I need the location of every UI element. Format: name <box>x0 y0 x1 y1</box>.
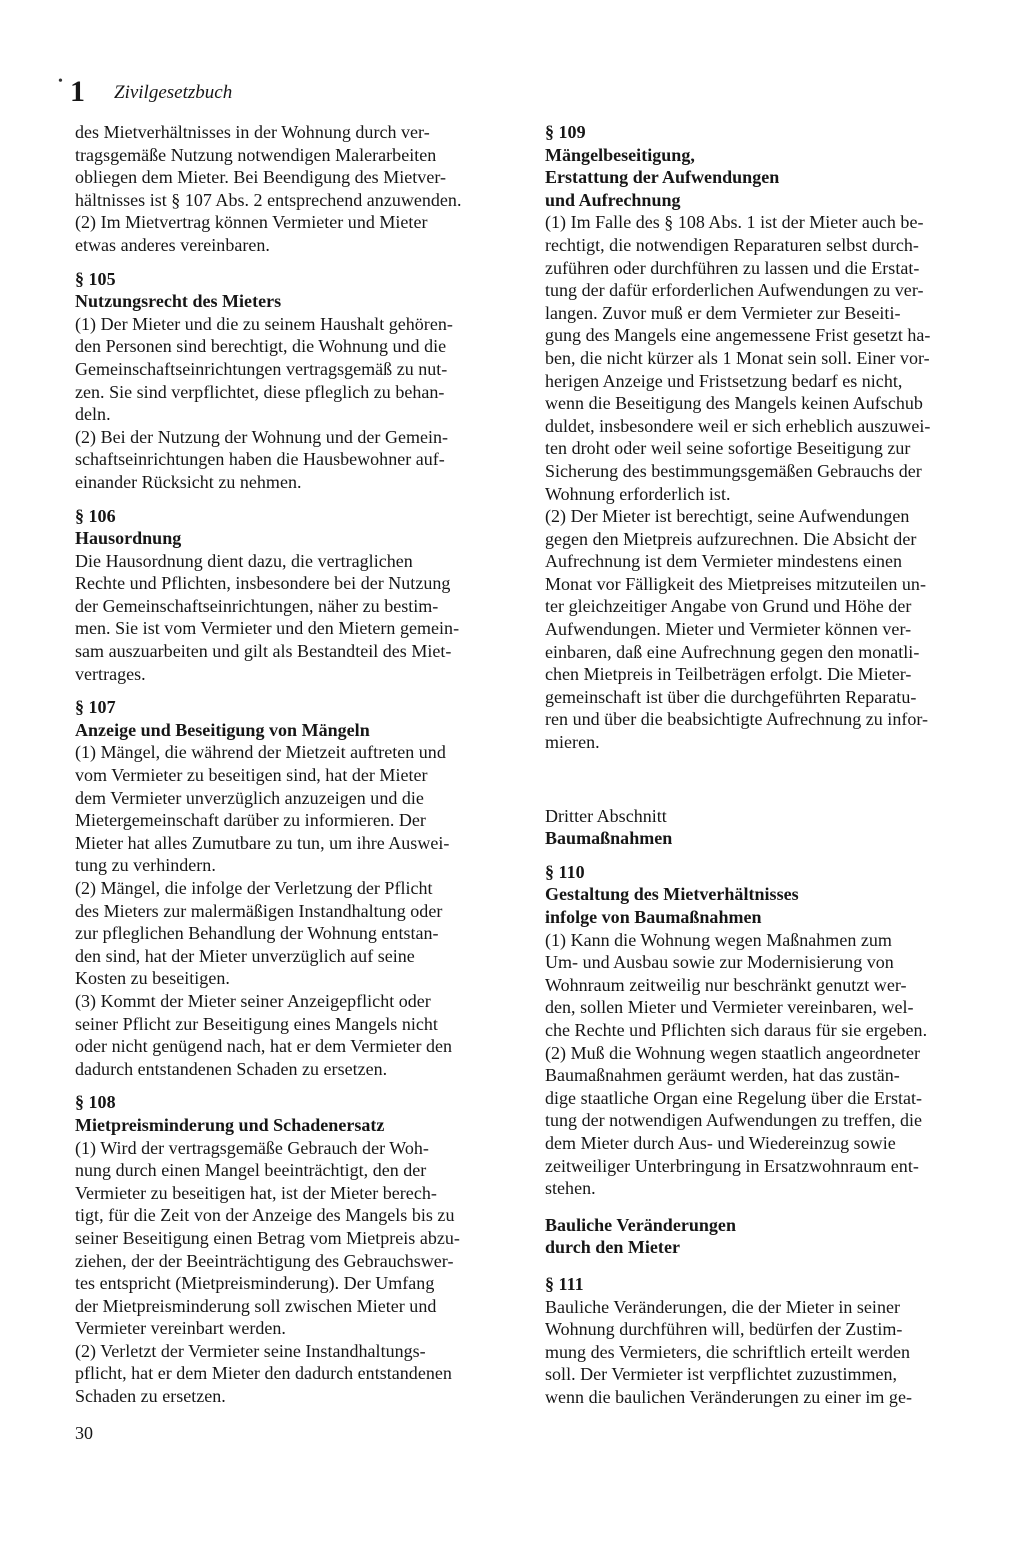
text-line: Aufwendungen. Mieter und Vermieter können ver- <box>545 619 912 640</box>
text-line: obliegen dem Mieter. Bei Beendigung des Mietver- <box>75 167 447 188</box>
text-line: der Mietpreisminderung soll zwischen Mieter und <box>75 1295 437 1316</box>
section-109 <box>545 121 985 754</box>
page-number: 30 <box>75 1423 93 1443</box>
text-line: Um- und Ausbau sowie zur Modernisierung von <box>545 952 894 973</box>
text-line: zen. Sie sind verpflichtet, diese pfleglich zu behan- <box>75 381 445 402</box>
text-line: hältnisses ist § 107 Abs. 2 entsprechend anzuwenden. <box>75 189 462 210</box>
subheading-line: Bauliche Veränderungen <box>545 1214 736 1235</box>
text-line: tung der notwendigen Aufwendungen zu treffen, die <box>545 1110 923 1131</box>
right-column <box>545 121 985 1408</box>
section-title: Erstattung der Aufwendungen <box>545 167 780 188</box>
text-line: zur pfleglichen Behandlung der Wohnung entstan- <box>75 923 439 944</box>
section-number: § 105 <box>75 268 116 289</box>
text-line: (1) Wird der vertragsgemäße Gebrauch der Woh- <box>75 1137 429 1158</box>
section-title: infolge von Baumaßnahmen <box>545 907 762 927</box>
section-number: § 109 <box>545 122 586 142</box>
part-title: Baumaßnahmen <box>545 828 673 849</box>
text-line: Vermieter vereinbart werden. <box>75 1318 286 1339</box>
text-line: einbaren, daß eine Aufrechnung gegen den monatli- <box>545 641 920 662</box>
text-line: (1) Mängel, die während der Mietzeit auftreten und <box>75 742 446 763</box>
text-line: Aufrechnung ist dem Vermieter mindestens einen <box>545 551 902 572</box>
text-line: dem Vermieter unverzüglich anzuzeigen und die <box>75 787 424 808</box>
text-line: deln. <box>75 404 111 425</box>
text-line: Kosten zu beseitigen. <box>75 968 230 989</box>
text-line: Vermieter zu beseitigen hat, ist der Mieter berech- <box>75 1182 437 1203</box>
text-line: Wohnung erforderlich ist. <box>545 483 731 504</box>
text-line: (2) Verletzt der Vermieter seine Instandhaltungs- <box>75 1340 426 1361</box>
text-line: wenn die Beseitigung des Mangels keinen Aufschub <box>545 393 923 414</box>
text-line: wenn die baulichen Veränderungen zu einer im ge- <box>545 1386 912 1407</box>
text-line: zeitweiliger Unterbringung in Ersatzwohnraum ent- <box>545 1155 919 1176</box>
section-106 <box>75 505 515 686</box>
text-line: mung des Vermieters, die schriftlich erteilt werden <box>545 1341 911 1362</box>
section-105 <box>75 268 515 494</box>
text-line: Gemeinschaftseinrichtungen vertragsgemäß zu nut- <box>75 358 448 379</box>
text-line: des Mietverhältnisses in der Wohnung durch ver- <box>75 122 430 142</box>
subheading <box>545 1214 985 1259</box>
text-line: (1) Kann die Wohnung wegen Maßnahmen zum <box>545 929 892 950</box>
text-line: gegen den Mietpreis aufzurechnen. Die Absicht der <box>545 528 917 549</box>
running-header <box>58 74 458 110</box>
text-line: Wohnung durchführen will, bedürfen der Zustim- <box>545 1319 903 1340</box>
chapter-title: Zivilgesetzbuch <box>114 82 233 103</box>
text-line: soll. Der Vermieter ist verpflichtet zuzustimmen, <box>545 1364 898 1385</box>
text-line: oder nicht genügend nach, hat er dem Vermieter den <box>75 1036 453 1057</box>
section-111 <box>545 1273 985 1409</box>
text-line: tung zu verhindern. <box>75 855 216 876</box>
text-line: (2) Im Mietvertrag können Vermieter und Mieter <box>75 212 428 233</box>
text-line: ter gleichzeitiger Angabe von Grund und Höhe der <box>545 596 912 617</box>
text-line: Monat vor Fälligkeit des Mietpreises mitzuteilen un- <box>545 573 926 594</box>
text-line: (3) Kommt der Mieter seiner Anzeigepflicht oder <box>75 990 431 1011</box>
section-title: Mängelbeseitigung, <box>545 144 695 165</box>
header-dot: • <box>58 74 63 89</box>
text-line: seiner Pflicht zur Beseitigung eines Mangels nicht <box>75 1013 438 1034</box>
text-line: etwas anderes vereinbaren. <box>75 234 270 255</box>
text-line: Rechte und Pflichten, insbesondere bei der Nutzung <box>75 573 451 594</box>
left-column <box>75 121 515 1408</box>
text-line: Mieter hat alles Zumutbare zu tun, um ihre Auswei- <box>75 832 450 853</box>
text-line: vertrages. <box>75 663 146 684</box>
continued-text <box>75 121 515 257</box>
text-line: nung durch einen Mangel beeinträchtigt, den der <box>75 1160 427 1181</box>
text-line: mieren. <box>545 732 600 753</box>
section-number: § 106 <box>75 505 116 526</box>
text-line: gemeinschaft ist über die durchgeführten Reparatu- <box>545 686 917 707</box>
part-heading <box>545 805 985 850</box>
text-line: sam auszuarbeiten und gilt als Bestandteil des Miet- <box>75 641 452 662</box>
text-line: Baumaßnahmen geräumt werden, hat das zustän- <box>545 1065 900 1086</box>
text-line: pflicht, hat er dem Mieter den dadurch entstandenen <box>75 1363 452 1384</box>
text-line: Sicherung des bestimmungsgemäßen Gebrauchs der <box>545 460 922 481</box>
section-107 <box>75 696 515 1080</box>
text-line: che Rechte und Pflichten sich daraus für sie ergeben. <box>545 1019 928 1040</box>
text-line: tung der dafür erforderlichen Aufwendungen zu ver- <box>545 280 924 301</box>
text-line: langen. Zuvor muß er dem Vermieter zur Beseiti- <box>545 302 901 323</box>
part-label: Dritter Abschnitt <box>545 805 667 826</box>
text-line: (1) Der Mieter und die zu seinem Haushalt gehören- <box>75 313 453 334</box>
text-line: den, sollen Mieter und Vermieter vereinbaren, wel- <box>545 997 914 1018</box>
text-line: tes entspricht (Mietpreisminderung). Der Umfang <box>75 1273 435 1294</box>
section-title: Mietpreisminderung und Schadenersatz <box>75 1114 385 1135</box>
section-number: § 111 <box>545 1273 584 1294</box>
section-number: § 110 <box>545 861 585 882</box>
chapter-number: 1 <box>70 75 85 108</box>
text-line: Schaden zu ersetzen. <box>75 1386 226 1407</box>
text-line: ziehen, der der Beeinträchtigung des Gebrauchswer- <box>75 1250 454 1271</box>
section-title: Hausordnung <box>75 528 182 549</box>
section-110 <box>545 861 985 1200</box>
text-line: men. Sie ist vom Vermieter und den Mietern gemein- <box>75 618 460 639</box>
text-line: tigt, für die Zeit von der Anzeige des Mangels bis zu <box>75 1205 455 1226</box>
section-title: Gestaltung des Mietverhältnisses <box>545 884 799 905</box>
text-line: dadurch entstandenen Schaden zu ersetzen. <box>75 1058 388 1079</box>
text-line: (2) Mängel, die infolge der Verletzung der Pflicht <box>75 878 433 898</box>
text-line: (2) Muß die Wohnung wegen staatlich angeordneter <box>545 1042 921 1063</box>
text-line: vom Vermieter zu beseitigen sind, hat der Mieter <box>75 765 428 786</box>
text-line: (2) Der Mieter ist berechtigt, seine Aufwendungen <box>545 506 910 527</box>
text-line: dige staatliche Organ eine Regelung über die Erstat- <box>545 1087 923 1108</box>
text-line: ten droht oder weil seine sofortige Beseitigung zur <box>545 438 911 459</box>
section-title: Anzeige und Beseitigung von Mängeln <box>75 719 370 740</box>
text-line: (1) Im Falle des § 108 Abs. 1 ist der Mieter auch be- <box>545 212 924 233</box>
text-line: einander Rücksicht zu nehmen. <box>75 471 302 492</box>
text-line: dem Mieter durch Aus- und Wiedereinzug sowie <box>545 1132 896 1153</box>
text-line: gung des Mangels eine angemessene Frist gesetzt ha- <box>545 325 931 346</box>
subheading-line: durch den Mieter <box>545 1237 680 1258</box>
text-line: (2) Bei der Nutzung der Wohnung und der Gemein- <box>75 426 449 447</box>
text-line: duldet, insbesondere weil er sich erheblich auszuwei- <box>545 415 931 436</box>
text-line: ben, die nicht kürzer als 1 Monat sein soll. Einer vor- <box>545 347 930 368</box>
spacer <box>545 754 985 794</box>
text-line: Mietergemeinschaft darüber zu informieren. Der <box>75 810 426 831</box>
text-line: herigen Anzeige und Fristsetzung bedarf es nicht, <box>545 370 903 391</box>
text-line: rechtigt, die notwendigen Reparaturen selbst durch- <box>545 234 919 255</box>
text-line: seiner Beseitigung einen Betrag vom Mietpreis abzu- <box>75 1227 460 1248</box>
text-line: des Mieters zur malermäßigen Instandhaltung oder <box>75 900 443 921</box>
text-line: chen Mietpreis in Teilbeträgen erfolgt. Die Mieter- <box>545 664 912 685</box>
text-line: der Gemeinschaftseinrichtungen, näher zu bestim- <box>75 595 439 616</box>
text-line: stehen. <box>545 1178 596 1199</box>
text-line: Bauliche Veränderungen, die der Mieter in seiner <box>545 1296 900 1317</box>
text-line: schaftseinrichtungen haben die Hausbewohner auf- <box>75 449 445 470</box>
section-number: § 108 <box>75 1092 116 1113</box>
section-number: § 107 <box>75 697 116 718</box>
text-line: Wohnraum zeitweilig nur beschränkt genutzt wer- <box>545 974 907 995</box>
text-line: tragsgemäße Nutzung notwendigen Malerarbeiten <box>75 144 437 165</box>
text-line: Die Hausordnung dient dazu, die vertraglichen <box>75 550 413 571</box>
section-title: und Aufrechnung <box>545 189 681 210</box>
text-line: ren und über die beabsichtigte Aufrechnung zu infor- <box>545 709 929 730</box>
section-108 <box>75 1091 515 1407</box>
text-line: den sind, hat der Mieter unverzüglich auf seine <box>75 945 415 966</box>
text-line: zuführen oder durchführen zu lassen und die Erstat- <box>545 257 920 278</box>
section-title: Nutzungsrecht des Mieters <box>75 291 282 312</box>
text-line: den Personen sind berechtigt, die Wohnung und die <box>75 336 447 357</box>
